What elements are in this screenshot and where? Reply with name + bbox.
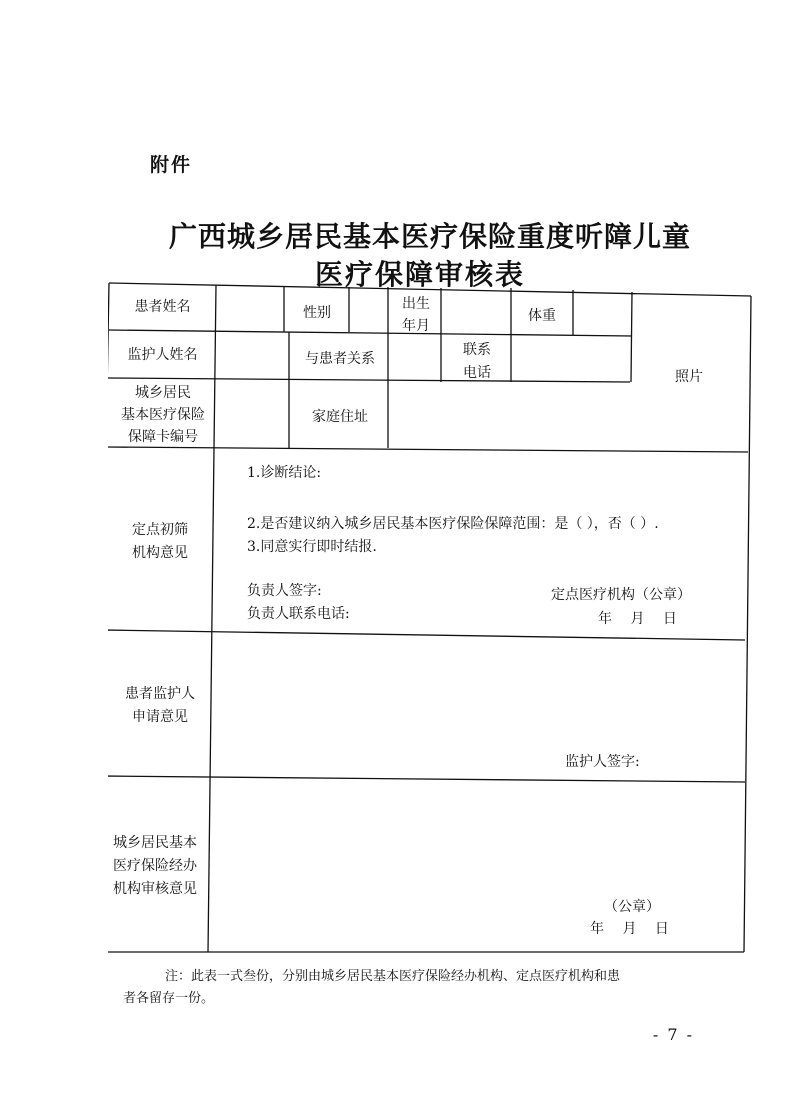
card-number-label-line3: 保障卡编号 [128, 429, 198, 445]
guardian-opinion-label-line1: 患者监护人 [125, 686, 195, 702]
screening-date: 年 月 日 [598, 611, 677, 627]
attachment-label: 附件 [150, 154, 193, 176]
screening-opinion-label-line2: 机构意见 [132, 545, 188, 561]
gender-label: 性别 [303, 305, 331, 321]
footnote-line2: 者各留存一份。 [123, 991, 215, 1006]
form-title-line2: 医疗保障审核表 [314, 258, 525, 291]
agency-opinion-label-line1: 城乡居民基本 [113, 835, 197, 851]
agency-date: 年 月 日 [590, 921, 669, 937]
form-title-line1: 广西城乡居民基本医疗保险重度听障儿童 [168, 220, 691, 253]
agency-opinion-label-line2: 医疗保险经办 [113, 858, 197, 874]
relation-label: 与患者关系 [305, 351, 375, 367]
coverage-recommendation: 2.是否建议纳入城乡居民基本医疗保险保障范围：是（ ），否（ ）. [247, 516, 659, 532]
photo-label: 照片 [675, 369, 703, 385]
agency-opinion-label-line3: 机构审核意见 [113, 881, 197, 897]
guardian-name-label: 监护人姓名 [127, 347, 198, 363]
institution-seal: 定点医疗机构（公章） [551, 587, 691, 603]
guardian-opinion-label-line2: 申请意见 [132, 709, 188, 725]
contact-phone-label-line1: 联系 [463, 342, 491, 358]
guardian-signature: 监护人签字: [565, 754, 640, 770]
diagnosis-conclusion: 1.诊断结论: [247, 465, 322, 481]
contact-phone-label-line2: 电话 [463, 365, 491, 381]
agency-seal: （公章） [604, 899, 660, 915]
instant-settlement: 3.同意实行即时结报. [247, 539, 377, 555]
screening-opinion-label-line1: 定点初筛 [132, 522, 188, 538]
responsible-signature: 负责人签字: [247, 583, 322, 599]
patient-name-label: 患者姓名 [134, 299, 191, 315]
page-number: - 7 - [652, 1025, 694, 1044]
birth-date-label-line1: 出生 [402, 296, 430, 312]
card-number-label-line2: 基本医疗保险 [121, 407, 205, 423]
birth-date-label-line2: 年月 [402, 318, 430, 334]
responsible-phone: 负责人联系电话: [247, 606, 350, 622]
footnote-line1: 注：此表一式叁份，分别由城乡居民基本医疗保险经办机构、定点医疗机构和患 [165, 969, 621, 984]
address-label: 家庭住址 [312, 409, 368, 425]
weight-label: 体重 [528, 308, 556, 324]
card-number-label-line1: 城乡居民 [135, 385, 191, 401]
